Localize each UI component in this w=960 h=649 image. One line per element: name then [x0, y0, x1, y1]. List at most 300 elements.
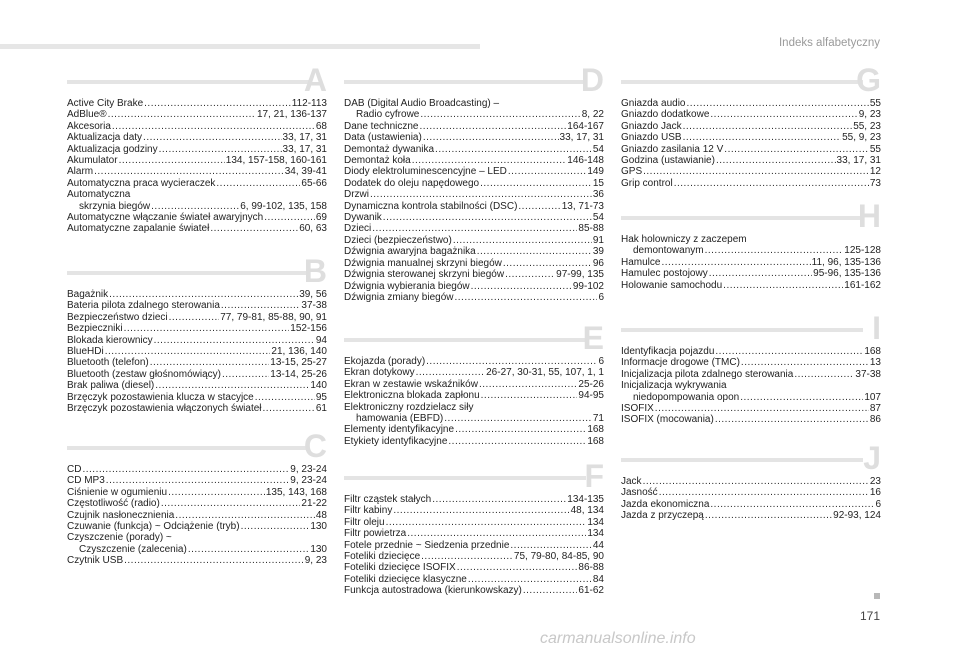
section-rule	[621, 216, 863, 220]
entry-term: Active City Brake	[67, 98, 144, 109]
index-entry	[67, 357, 327, 368]
entry-pages: 6	[598, 356, 604, 367]
entry-term: Etykiety identyfikacyjne	[344, 435, 448, 447]
entry-pages: 91	[592, 234, 604, 246]
entry-pages: 94	[315, 334, 327, 346]
section-e	[344, 320, 604, 447]
entry-leader	[435, 144, 592, 155]
entry-leader	[479, 379, 577, 390]
entry-term: Inicjalizacja wykrywania	[621, 380, 727, 392]
index-entry	[344, 144, 604, 155]
page-marker	[874, 593, 880, 599]
index-entry	[67, 98, 327, 109]
entry-leader	[455, 292, 598, 303]
entry-term: Dzieci	[344, 223, 372, 235]
section-letter: I	[872, 310, 881, 346]
entry-term: Akcesoria	[67, 120, 111, 132]
index-entry	[344, 402, 604, 413]
entry-pages: 161-162	[844, 279, 881, 291]
entry-pages: 25-26	[578, 378, 604, 390]
index-entry	[344, 517, 604, 528]
entry-pages: 13-14, 25-26	[270, 368, 327, 380]
entry-term: Brzęczyk pozostawienia klucza w stacyjce	[67, 391, 254, 403]
entry-term: Jazda ekonomiczna	[621, 498, 710, 510]
entry-leader	[108, 109, 256, 120]
entry-term: Drzwi	[344, 189, 369, 201]
entry-leader	[661, 257, 810, 268]
entry-leader	[480, 178, 592, 189]
index-entry	[67, 223, 327, 234]
entry-pages: 48, 134	[570, 505, 604, 517]
entry-pages: 9, 23-24	[290, 464, 327, 475]
header-rule	[0, 44, 480, 49]
entry-leader	[393, 505, 569, 516]
entry-pages: 125-128	[844, 245, 881, 257]
section-rule	[621, 328, 863, 332]
entry-leader	[169, 312, 220, 323]
page-number: 171	[859, 609, 880, 623]
entry-term: Informacje drogowe (TMC)	[621, 357, 740, 369]
entry-pages: 134, 157-158, 160-161	[225, 155, 327, 167]
entry-leader	[372, 223, 577, 234]
entry-leader	[175, 510, 315, 521]
entry-pages: 26-27, 30-31, 55, 107, 1, 1	[486, 367, 604, 379]
entry-leader	[643, 476, 869, 487]
entry-term: Dźwignia wybierania biegów	[344, 280, 470, 292]
entry-pages: 99-102	[572, 280, 604, 292]
entry-pages: 17, 21, 136-137	[256, 109, 327, 121]
entry-term: Jazda z przyczepą	[621, 510, 704, 522]
entry-leader	[715, 414, 869, 425]
entry-leader	[508, 166, 586, 177]
entry-leader	[468, 574, 592, 585]
entry-pages: 168	[864, 346, 881, 357]
index-entry	[67, 132, 327, 143]
entry-leader	[151, 201, 239, 212]
index-entry	[67, 475, 327, 486]
entry-pages: 95	[315, 391, 327, 403]
index-entry	[344, 201, 604, 212]
section-d	[344, 62, 604, 303]
section-header	[621, 440, 881, 476]
entry-leader	[740, 392, 863, 403]
index-entry	[344, 436, 604, 447]
index-entry	[621, 234, 881, 245]
entry-pages: 146-148	[567, 155, 604, 167]
entry-term: Dynamiczna kontrola stabilności (DSC)	[344, 200, 518, 212]
entry-pages: 33, 17, 31	[282, 143, 327, 155]
entry-leader	[794, 369, 854, 380]
entry-term: Gniazda audio	[621, 98, 686, 109]
entry-term: demontowanym	[633, 245, 704, 257]
entry-leader	[161, 498, 301, 509]
entry-pages: 8, 22	[581, 109, 604, 121]
index-entry	[621, 414, 881, 425]
entry-leader	[124, 555, 304, 566]
entry-leader	[710, 109, 857, 120]
entry-leader	[241, 521, 310, 532]
entry-leader	[453, 235, 592, 246]
entry-pages: 55, 23	[853, 120, 881, 132]
section-letter: J	[863, 440, 881, 476]
entry-term: Foteliki dziecięce klasyczne	[344, 573, 467, 585]
entry-leader	[263, 403, 315, 414]
entry-term: Aktualizacja godziny	[67, 143, 158, 155]
section-rule	[67, 80, 309, 84]
entry-pages: 112-113	[291, 98, 327, 109]
entry-leader	[255, 392, 315, 403]
entry-leader	[705, 245, 844, 256]
entry-pages: 92-93, 124	[833, 510, 881, 522]
index-entry	[67, 121, 327, 132]
index-entry	[621, 155, 881, 166]
entry-term: Filtr oleju	[344, 516, 385, 528]
index-entry	[344, 379, 604, 390]
entry-term: Bluetooth (telefon)	[67, 357, 149, 369]
entry-leader	[124, 323, 290, 334]
entry-pages: 37-38	[301, 300, 327, 312]
entry-leader	[370, 189, 592, 200]
section-rule	[621, 80, 863, 84]
entry-pages: 48	[315, 509, 327, 521]
section-letter: C	[303, 428, 327, 464]
index-entry	[67, 380, 327, 391]
entry-term: Czujnik nasłonecznienia	[67, 509, 175, 521]
entry-term: Automatyczne zapalanie świateł	[67, 223, 210, 235]
section-c	[67, 428, 327, 567]
entry-pages: 33, 17, 31	[282, 132, 327, 144]
entry-term: Holowanie samochodu	[621, 279, 723, 291]
index-entry	[344, 235, 604, 246]
entry-term: Ekran dotykowy	[344, 367, 415, 379]
entry-term: Dodatek do oleju napędowego	[344, 177, 480, 189]
entry-term: Dzieci (bezpieczeństwo)	[344, 234, 452, 246]
section-f	[344, 458, 604, 597]
entry-term: Bateria pilota zdalnego sterowania	[67, 300, 220, 312]
entry-term: hamowania (EBFD)	[356, 413, 444, 425]
entry-term: Czyszczenie (zalecenia)	[79, 543, 187, 555]
entry-pages: 36	[592, 189, 604, 201]
entry-leader	[407, 528, 586, 539]
index-entry	[344, 246, 604, 257]
index-entry	[67, 369, 327, 380]
entry-term: Identyfikacja pojazdu	[621, 346, 715, 357]
entry-pages: 16	[869, 487, 881, 499]
index-entry	[344, 356, 604, 367]
entry-leader	[687, 98, 869, 109]
entry-pages: 130	[310, 521, 327, 533]
entry-pages: 65-66	[301, 177, 327, 189]
entry-leader	[444, 413, 592, 424]
entry-pages: 13-15, 25-27	[270, 357, 327, 369]
entry-term: Filtr cząstek stałych	[344, 494, 432, 505]
entry-term: Dźwignia awaryjna bagażnika	[344, 246, 476, 258]
entry-pages: 6	[875, 498, 881, 510]
entry-pages: 9, 23-24	[290, 475, 327, 487]
entry-term: Diody elektroluminescencyjne – LED	[344, 166, 507, 178]
entry-leader	[448, 436, 586, 447]
entry-pages: 39	[592, 246, 604, 258]
entry-pages: 164-167	[567, 120, 604, 132]
watermark: carmanualsonline.info	[540, 630, 696, 647]
entry-leader	[655, 403, 869, 414]
entry-term: Data (ustawienia)	[344, 132, 422, 144]
entry-leader	[143, 132, 281, 143]
index-entry	[344, 424, 604, 435]
index-entry	[67, 392, 327, 403]
entry-term: Fotele przednie ~ Siedzenia przednie	[344, 539, 510, 551]
section-header	[67, 428, 327, 464]
entry-leader	[420, 121, 567, 132]
entry-pages: 71	[592, 413, 604, 425]
index-entry	[344, 258, 604, 269]
entry-leader	[82, 464, 289, 475]
entry-leader	[150, 357, 270, 368]
entry-term: Grip control	[621, 177, 673, 189]
entry-leader	[643, 166, 869, 177]
entry-leader	[710, 499, 874, 510]
running-title: Indeks alfabetyczny	[778, 37, 880, 49]
index-entry	[344, 551, 604, 562]
entry-term: Czyszczenie (porady) ~	[67, 532, 172, 544]
entry-leader	[154, 335, 315, 346]
index-entry	[344, 178, 604, 189]
entry-term: Dźwignia zmiany biegów	[344, 291, 454, 303]
entry-leader	[523, 585, 578, 596]
entry-term: Ekran w zestawie wskaźników	[344, 378, 478, 390]
entry-leader	[709, 268, 812, 279]
entry-term: Dźwignia manualnej skrzyni biegów	[344, 257, 502, 269]
index-entry	[621, 369, 881, 380]
entry-pages: 85-88	[578, 223, 604, 235]
index-entry	[621, 476, 881, 487]
entry-pages: 15	[592, 177, 604, 189]
entry-pages: 6, 99-102, 135, 158	[240, 200, 327, 212]
entry-term: Dywanik	[344, 212, 382, 224]
index-entry	[67, 532, 327, 543]
index-entry	[621, 166, 881, 177]
index-entry	[344, 121, 604, 132]
index-entry	[67, 487, 327, 498]
index-entry	[344, 540, 604, 551]
index-entry	[344, 574, 604, 585]
index-entry	[621, 346, 881, 357]
section-j	[621, 440, 881, 522]
entry-leader	[188, 544, 309, 555]
index-entry	[67, 555, 327, 566]
entry-leader	[715, 346, 863, 357]
index-entry	[344, 528, 604, 539]
entry-pages: 84	[592, 573, 604, 585]
index-entry	[621, 132, 881, 143]
entry-term: Dźwignia sterowanej skrzyni biegów	[344, 269, 505, 281]
index-entry	[67, 144, 327, 155]
section-b	[67, 253, 327, 414]
entry-leader	[505, 269, 555, 280]
entry-term: Filtr powietrza	[344, 528, 407, 540]
entry-term: BlueHDi	[67, 346, 104, 358]
entry-pages: 69	[315, 212, 327, 224]
entry-pages: 9, 23	[304, 555, 327, 567]
index-entry	[67, 498, 327, 509]
section-header	[621, 62, 881, 98]
entry-term: Ekojazda (porady)	[344, 356, 426, 367]
index-entry	[344, 562, 604, 573]
entry-term: Radio cyfrowe	[356, 109, 420, 121]
entry-pages: 37-38	[855, 368, 881, 380]
index-entry	[344, 189, 604, 200]
entry-pages: 68	[315, 120, 327, 132]
entry-leader	[455, 424, 586, 435]
index-entry	[67, 178, 327, 189]
entry-pages: 34, 39-41	[284, 166, 327, 178]
entry-leader	[412, 155, 567, 166]
entry-leader	[471, 281, 572, 292]
index-entry	[67, 201, 327, 212]
index-entry	[67, 155, 327, 166]
entry-pages: 13	[869, 357, 881, 369]
index-entry	[67, 335, 327, 346]
index-entry	[621, 510, 881, 521]
entry-term: Funkcja autostradowa (kierunkowskazy)	[344, 585, 522, 597]
entry-term: Gniazdo dodatkowe	[621, 109, 710, 121]
section-g	[621, 62, 881, 189]
entry-pages: 55	[869, 98, 881, 109]
entry-leader	[210, 223, 298, 234]
entry-leader	[659, 487, 869, 498]
entry-pages: 11, 96, 135-136	[811, 256, 881, 268]
entry-term: Bezpieczeństwo dzieci	[67, 311, 168, 323]
entry-leader	[416, 367, 486, 378]
entry-pages: 94-95	[578, 390, 604, 402]
index-entry	[344, 494, 604, 505]
entry-leader	[420, 109, 580, 120]
section-rule	[344, 476, 586, 480]
entry-term: Bezpieczniki	[67, 323, 123, 335]
index-entry	[621, 109, 881, 120]
entry-term: Alarm	[67, 166, 94, 178]
entry-term: Elektroniczny rozdzielacz siły	[344, 401, 474, 413]
section-a	[67, 62, 327, 235]
entry-leader	[518, 201, 560, 212]
index-entry	[344, 132, 604, 143]
index-entry	[344, 292, 604, 303]
entry-term: Elektroniczna blokada zapłonu	[344, 390, 480, 402]
entry-leader	[723, 280, 843, 291]
entry-term: Demontaż koła	[344, 155, 411, 167]
section-header	[621, 310, 881, 346]
entry-pages: 134-135	[567, 494, 604, 505]
index-entry	[344, 281, 604, 292]
entry-leader	[724, 144, 869, 155]
entry-term: Automatyczne włączanie świateł awaryjnych	[67, 212, 264, 224]
entry-leader	[481, 390, 578, 401]
index-entry	[344, 390, 604, 401]
entry-term: Jasność	[621, 487, 658, 499]
entry-pages: 60, 63	[299, 223, 327, 235]
entry-leader	[510, 540, 591, 551]
entry-pages: 134	[587, 528, 604, 540]
section-letter: D	[580, 62, 604, 98]
index-entry	[344, 166, 604, 177]
entry-pages: 54	[592, 143, 604, 155]
entry-pages: 73	[869, 177, 881, 189]
section-letter: B	[303, 253, 327, 289]
entry-pages: 12	[869, 166, 881, 178]
section-letter: G	[856, 62, 881, 98]
index-entry	[67, 166, 327, 177]
index-entry	[621, 487, 881, 498]
entry-pages: 96	[592, 257, 604, 269]
entry-pages: 54	[592, 212, 604, 224]
entry-pages: 140	[310, 380, 327, 392]
index-entry	[344, 367, 604, 378]
section-rule	[344, 338, 586, 342]
index-entry	[621, 357, 881, 368]
entry-leader	[386, 517, 587, 528]
entry-term: Elementy identyfikacyjne	[344, 424, 455, 436]
entry-pages: 95-96, 135-136	[813, 268, 881, 280]
entry-leader	[112, 121, 315, 132]
section-rule	[67, 271, 309, 275]
entry-pages: 6	[598, 291, 604, 303]
section-rule	[344, 80, 586, 84]
entry-pages: 44	[592, 539, 604, 551]
index-entry	[621, 403, 881, 414]
section-i	[621, 310, 881, 426]
entry-term: Dane techniczne	[344, 120, 419, 132]
index-entry	[67, 464, 327, 475]
index-entry	[67, 300, 327, 311]
entry-leader	[705, 510, 832, 521]
entry-term: CD MP3	[67, 475, 105, 487]
entry-term: Brak paliwa (diesel)	[67, 380, 155, 392]
entry-pages: 168	[587, 424, 604, 436]
entry-leader	[221, 300, 301, 311]
entry-term: Hamulec postojowy	[621, 268, 708, 280]
entry-pages: 86-88	[578, 562, 604, 574]
entry-leader	[503, 258, 592, 269]
entry-leader	[674, 178, 869, 189]
index-entry	[621, 380, 881, 391]
section-letter: E	[582, 320, 604, 356]
index-entry	[344, 223, 604, 234]
section-letter: F	[584, 458, 604, 494]
entry-pages: 55	[869, 143, 881, 155]
entry-pages: 130	[310, 543, 327, 555]
index-entry	[67, 510, 327, 521]
entry-leader	[477, 246, 592, 257]
section-rule	[67, 446, 309, 450]
index-entry	[67, 212, 327, 223]
section-rule	[621, 458, 863, 462]
entry-term: Hak holowniczy z zaczepem	[621, 234, 747, 245]
entry-pages: 135, 143, 168	[265, 486, 327, 498]
index-entry	[67, 521, 327, 532]
entry-pages: 13, 71-73	[561, 200, 604, 212]
section-header	[344, 62, 604, 98]
index-entry	[344, 155, 604, 166]
section-letter: A	[303, 62, 327, 98]
index-entry	[621, 144, 881, 155]
entry-term: Gniazdo zasilania 12 V	[621, 143, 724, 155]
entry-leader	[168, 487, 265, 498]
entry-pages: 23	[869, 476, 881, 487]
entry-pages: 152-156	[290, 323, 327, 335]
entry-term: Foteliki dziecięce ISOFIX	[344, 562, 456, 574]
entry-leader	[683, 132, 841, 143]
entry-pages: 75, 79-80, 84-85, 90	[513, 551, 604, 563]
